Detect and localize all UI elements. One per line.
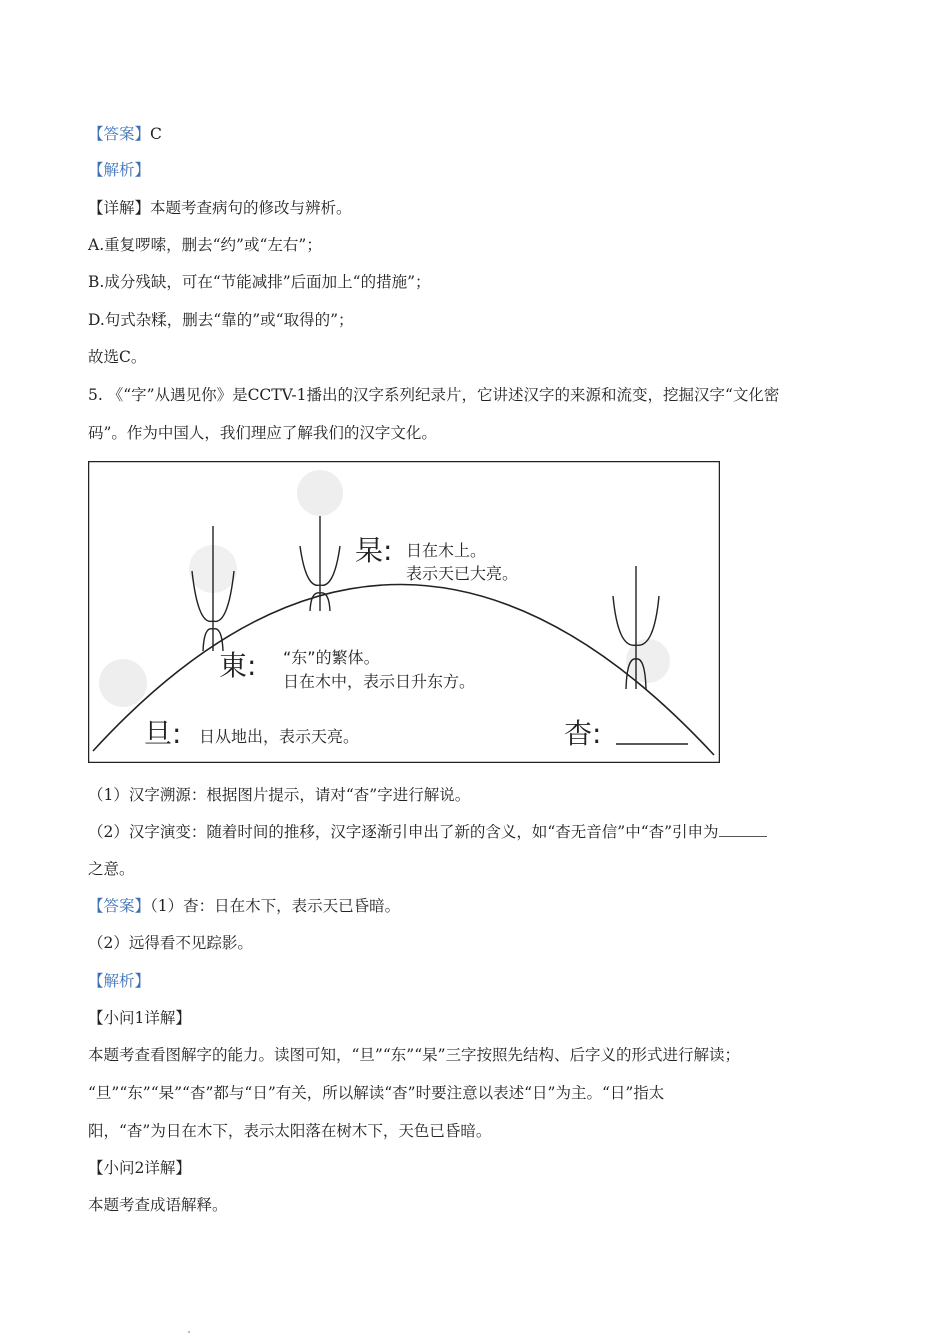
choice-conclusion: 故选C。 (88, 348, 147, 366)
analysis-tag-1: 【解析】 (88, 161, 151, 179)
analysis-tag-2: 【解析】 (88, 972, 151, 990)
small-question-2-heading: 【小问2详解】 (88, 1159, 191, 1177)
char-yao: 杳: (564, 717, 602, 750)
hanzi-figure (88, 461, 720, 763)
explanation-line-3: 阳，“杳”为日在木下，表示太阳落在树木下，天色已昏暗。 (88, 1122, 492, 1140)
answer-part-1: （1）杳：日在木下，表示天已昏暗。 (150, 897, 401, 915)
sub-question-1: （1）汉字溯源：根据图片提示，请对“杳”字进行解说。 (88, 786, 471, 804)
small-question-1-heading: 【小问1详解】 (88, 1009, 191, 1027)
gao-desc-2: 表示天已大亮。 (406, 564, 519, 583)
answer-line-2 (88, 896, 400, 916)
answer-blank (719, 822, 767, 837)
answer-tag: 【答案】 (88, 125, 151, 143)
gao-desc-1: 日在木上。 (406, 541, 487, 560)
explanation-line-4: 本题考查成语解释。 (88, 1196, 228, 1214)
question-5-line-1: 5. 《“字”从遇见你》是CCTV-1播出的汉字系列纪录片，它讲述汉字的来源和流变，挖掘汉字“文化密 (88, 386, 780, 404)
answer-value: C (150, 125, 162, 143)
answer-line-1 (88, 124, 162, 144)
sun-circle-top (297, 470, 343, 516)
explanation-line-1: 本题考查看图解字的能力。读图可知，“旦”“东”“杲”三字按照先结构、后字义的形式进行解读； (88, 1046, 741, 1064)
char-dong: 東: (219, 649, 257, 682)
option-d-explanation: D.句式杂糅，删去“靠的”或“取得的”； (88, 311, 354, 329)
answer-tag-2: 【答案】 (88, 897, 151, 915)
explanation-line-2: “旦”“东”“杲”“杳”都与“日”有关，所以解读“杳”时要注意以表述“日”为主。“日”指太 (88, 1084, 665, 1102)
hanzi-diagram (88, 461, 720, 763)
dong-desc-2: 日在木中，表示日升东方。 (283, 672, 476, 691)
sun-circle-ground (99, 659, 147, 707)
sub-question-2-text: （2）汉字演变：随着时间的推移，汉字逐渐引申出了新的含义，如“杳无音信”中“杳”引申为 (88, 823, 719, 841)
dong-desc-1: “东”的繁体。 (283, 648, 380, 667)
question-5-line-2: 码”。作为中国人，我们理应了解我们的汉字文化。 (88, 424, 437, 442)
sub-question-2-end: 之意。 (88, 860, 135, 878)
option-a-explanation: A.重复啰嗦，删去“约”或“左右”； (88, 236, 322, 254)
detail-line: 【详解】本题考查病句的修改与辨析。 (88, 199, 352, 217)
char-dan: 旦: (144, 717, 182, 750)
dan-desc: 日从地出，表示天亮。 (199, 727, 360, 746)
answer-part-2: （2）远得看不见踪影。 (88, 934, 253, 952)
char-gao: 杲: (355, 534, 393, 567)
sub-question-2 (88, 822, 767, 842)
page-mark (188, 1331, 190, 1333)
figure-frame (89, 462, 720, 763)
option-b-explanation: B.成分残缺，可在“节能减排”后面加上“的措施”； (88, 273, 431, 291)
